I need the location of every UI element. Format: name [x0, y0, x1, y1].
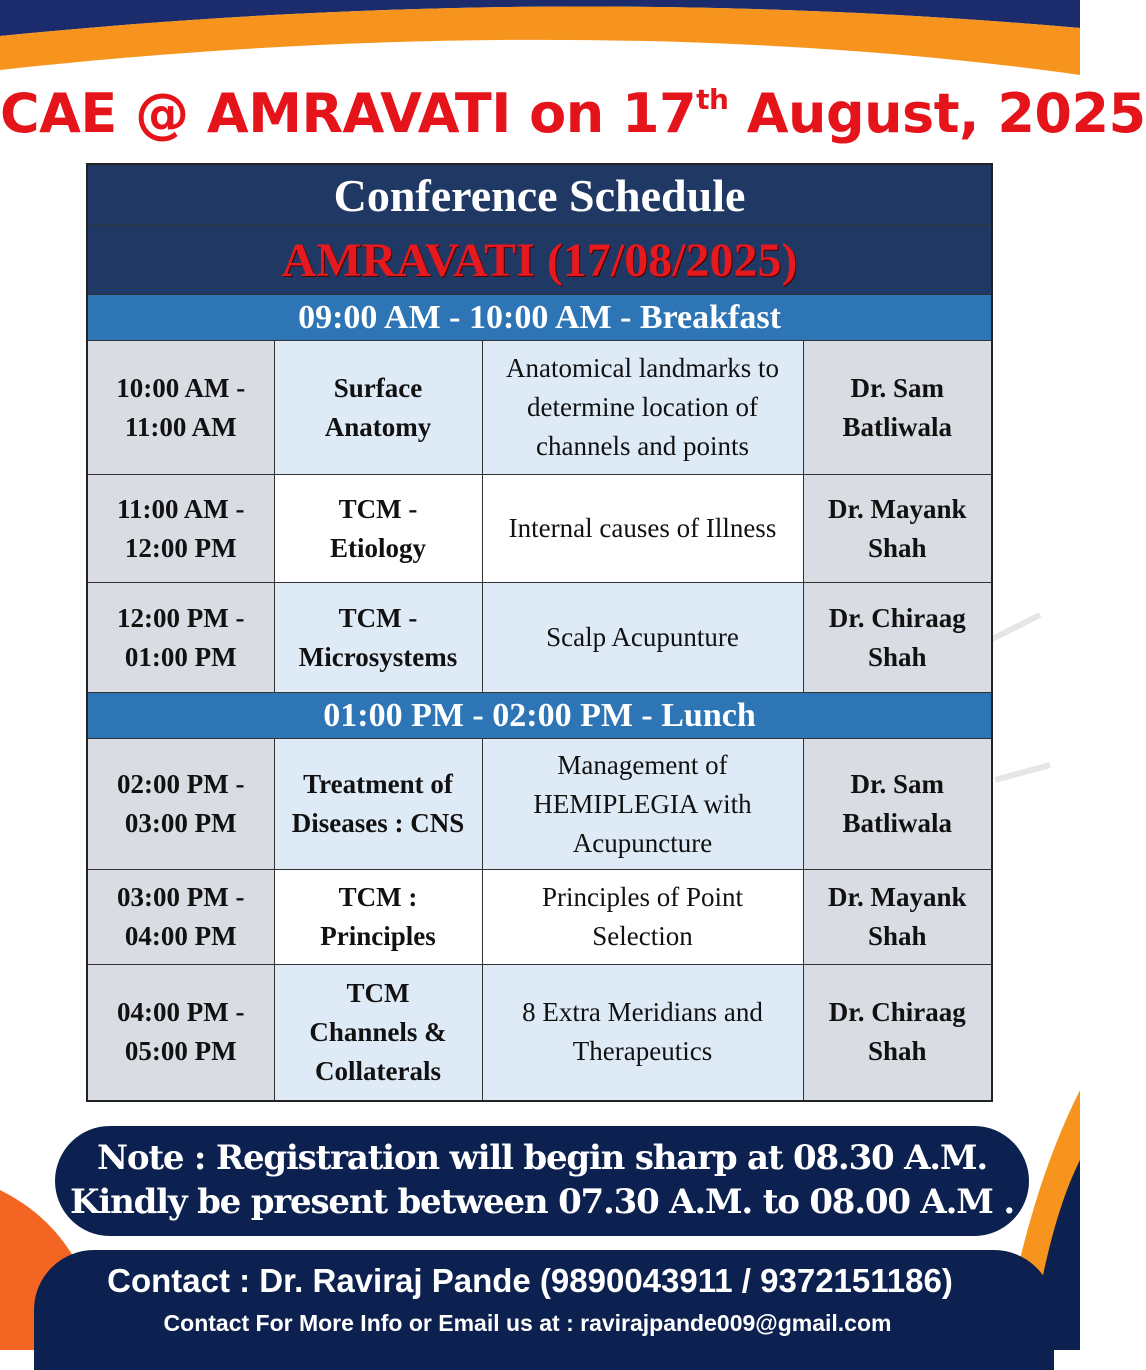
session-time-line: 12:00 PM - [117, 602, 245, 633]
session-row [87, 965, 992, 1101]
session-row [87, 475, 992, 583]
session-speaker-line: Dr. Sam [850, 769, 945, 799]
session-speaker [803, 739, 992, 870]
session-topic [274, 739, 482, 870]
session-description [482, 341, 803, 475]
session-topic-line: Anatomy [324, 411, 432, 442]
session-topic [274, 475, 482, 583]
session-time-line: 03:00 PM [124, 808, 237, 838]
session-topic [274, 965, 482, 1101]
contact-phone: Contact : Dr. Raviraj Pande (9890043911 / 9372151186) [107, 1262, 953, 1299]
session-description-line: Scalp Acupunture [546, 622, 739, 652]
session-description-line: Internal causes of Illness [508, 513, 777, 543]
session-time-line: 02:00 PM - [117, 769, 245, 799]
conference-schedule-table [86, 163, 993, 1102]
breakfast-break: 09:00 AM - 10:00 AM - Breakfast [87, 295, 992, 341]
session-description-line: channels and points [536, 431, 749, 461]
session-time [87, 965, 274, 1101]
session-speaker [803, 965, 992, 1101]
session-row [87, 739, 992, 870]
session-description [482, 965, 803, 1101]
session-description-line: Selection [592, 921, 693, 951]
headline-ordinal: th [696, 83, 729, 116]
session-speaker [803, 475, 992, 583]
note-line-1: Note : Registration will begin sharp at 08.30 A.M. [96, 1138, 988, 1178]
session-speaker-line: Shah [867, 641, 927, 672]
session-time-line: 04:00 PM - [117, 997, 245, 1028]
session-description-line: Therapeutics [572, 1036, 713, 1067]
schedule-subtitle-row [87, 226, 992, 295]
session-speaker-line: Dr. Chiraag [828, 997, 966, 1028]
session-time-line: 03:00 PM - [117, 882, 245, 912]
session-topic-line: Channels & [309, 1016, 447, 1047]
session-time [87, 341, 274, 475]
session-speaker-line: Dr. Mayank [827, 882, 967, 912]
session-topic-line: TCM - [338, 602, 418, 633]
session-time-line: 04:00 PM [124, 921, 237, 951]
session-topic-line: Collaterals [315, 1055, 441, 1086]
lunch-row [87, 693, 992, 739]
session-time [87, 583, 274, 693]
session-speaker-line: Dr. Mayank [827, 493, 967, 524]
session-description-line: Anatomical landmarks to [506, 353, 779, 383]
session-speaker-line: Shah [867, 1036, 927, 1067]
session-topic-line: TCM - [338, 493, 418, 524]
session-topic-line: Diseases : CNS [291, 808, 465, 838]
session-speaker-line: Dr. Sam [850, 372, 945, 403]
session-description-line: determine location of [527, 392, 758, 422]
session-description [482, 475, 803, 583]
session-description-line: 8 Extra Meridians and [522, 997, 763, 1028]
session-topic-line: Surface [333, 372, 423, 403]
session-topic-line: Microsystems [298, 641, 458, 672]
background-swoosh-decoration [980, 580, 1080, 840]
session-time [87, 739, 274, 870]
contact-email: Contact For More Info or Email us at : ravirajpande009@gmail.com [163, 1310, 892, 1336]
session-topic-line: Treatment of [303, 769, 453, 799]
lunch-break: 01:00 PM - 02:00 PM - Lunch [87, 693, 992, 739]
event-headline: CAE @ AMRAVATI on 17th August, 2025 [0, 82, 1146, 145]
session-topic-line: TCM [346, 977, 410, 1008]
note-line-2: Kindly be present between 07.30 A.M. to 08.00 A.M . [70, 1182, 1014, 1222]
session-description-line: Acupuncture [572, 827, 713, 858]
session-topic-line: TCM : [338, 882, 418, 912]
session-topic-line: Etiology [329, 532, 426, 563]
morning-sessions [87, 341, 992, 693]
session-time-line: 11:00 AM - [117, 493, 245, 524]
session-speaker [803, 341, 992, 475]
session-description [482, 739, 803, 870]
session-speaker-line: Batliwala [842, 411, 953, 442]
schedule-subtitle: AMRAVATI (17/08/2025) [87, 226, 992, 295]
session-row [87, 341, 992, 475]
session-description-line: Principles of Point [542, 882, 743, 912]
session-topic [274, 341, 482, 475]
breakfast-row [87, 295, 992, 341]
schedule-title: Conference Schedule [87, 164, 992, 226]
session-speaker-line: Dr. Chiraag [828, 602, 966, 633]
session-topic [274, 870, 482, 965]
session-speaker-line: Batliwala [842, 808, 953, 838]
session-description [482, 583, 803, 693]
session-row [87, 583, 992, 693]
session-row [87, 870, 992, 965]
session-topic-line: Principles [320, 921, 436, 951]
session-description-line: Management of [557, 749, 728, 780]
session-description [482, 870, 803, 965]
afternoon-sessions [87, 739, 992, 1101]
session-description-line: HEMIPLEGIA with [533, 788, 752, 819]
registration-note [55, 1126, 1029, 1236]
session-speaker [803, 870, 992, 965]
session-time-line: 12:00 PM [124, 532, 237, 563]
session-time-line: 01:00 PM [124, 641, 237, 672]
session-speaker-line: Shah [867, 532, 927, 563]
session-time-line: 05:00 PM [124, 1036, 237, 1067]
session-topic [274, 583, 482, 693]
session-time-line: 11:00 AM [124, 411, 237, 442]
session-time [87, 870, 274, 965]
session-speaker-line: Shah [867, 921, 927, 951]
session-time-line: 10:00 AM - [116, 372, 246, 403]
session-time [87, 475, 274, 583]
session-speaker [803, 583, 992, 693]
schedule-title-row [87, 164, 992, 226]
